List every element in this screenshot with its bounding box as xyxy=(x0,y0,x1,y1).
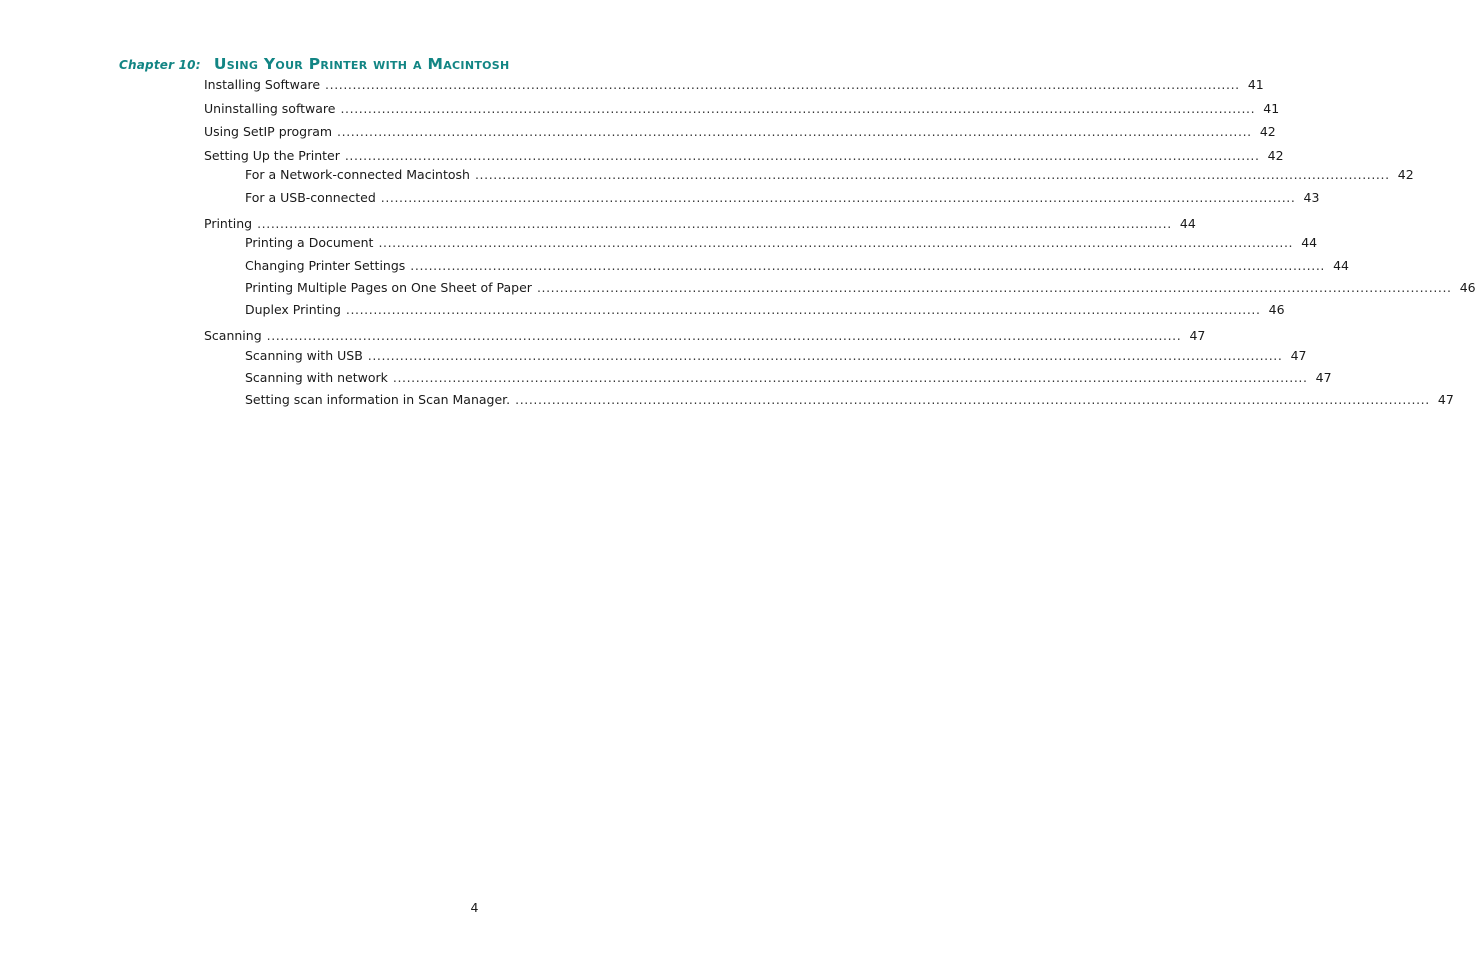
toc-entry[interactable] xyxy=(204,77,1264,93)
toc-entry-page: 44 xyxy=(1301,235,1318,250)
toc-entry[interactable] xyxy=(204,148,1284,164)
toc-entry-page: 47 xyxy=(1437,392,1454,407)
toc-dot-leader: ........................................................................................................................................................................................................ xyxy=(345,302,1261,317)
toc-entry-text: Setting scan information in Scan Manager. xyxy=(245,392,511,407)
toc-entry-page: 46 xyxy=(1268,302,1285,317)
toc-entry-text: Printing a Document xyxy=(245,235,374,250)
toc-entry-text: For a Network-connected Macintosh xyxy=(245,167,470,182)
toc-entry[interactable] xyxy=(204,216,1196,232)
toc-entry-text: Changing Printer Settings xyxy=(245,258,406,273)
toc-entry-text: Using SetIP program xyxy=(204,124,333,139)
toc-entry-page: 47 xyxy=(1189,328,1206,343)
toc-dot-leader: ........................................................................................................................................................................................................ xyxy=(340,101,1256,116)
toc-entry-text: Printing Multiple Pages on One Sheet of Paper xyxy=(245,280,532,295)
toc-subentry[interactable] xyxy=(245,190,1320,206)
toc-dot-leader: ........................................................................................................................................................................................................ xyxy=(325,77,1240,92)
toc-entry-page: 43 xyxy=(1303,190,1320,205)
chapter-label: Chapter 10: xyxy=(119,58,201,72)
toc-entry-page: 41 xyxy=(1247,77,1264,92)
toc-subentry[interactable] xyxy=(245,302,1285,318)
toc-dot-leader: ........................................................................................................................................................................................................ xyxy=(266,328,1182,343)
toc-dot-leader: ........................................................................................................................................................................................................ xyxy=(380,190,1296,205)
toc-subentry[interactable] xyxy=(245,370,1332,386)
toc-entry-text: Printing xyxy=(204,216,253,231)
toc-dot-leader: ........................................................................................................................................................................................................ xyxy=(410,258,1325,273)
page-number: 4 xyxy=(470,900,479,915)
toc-dot-leader: ........................................................................................................................................................................................................ xyxy=(257,216,1172,231)
chapter-heading xyxy=(119,39,510,77)
toc-entry-text: Setting Up the Printer xyxy=(204,148,340,163)
toc-dot-leader: ........................................................................................................................................................................................................ xyxy=(515,392,1430,407)
toc-entry-page: 44 xyxy=(1179,216,1196,231)
toc-subentry[interactable] xyxy=(245,348,1307,364)
toc-subentry[interactable] xyxy=(245,392,1454,408)
toc-subentry[interactable] xyxy=(245,235,1318,251)
toc-entry-text: Duplex Printing xyxy=(245,302,341,317)
toc-entry-page: 41 xyxy=(1263,101,1280,116)
toc-dot-leader: ........................................................................................................................................................................................................ xyxy=(344,148,1260,163)
toc-entry-text: Scanning with network xyxy=(245,370,388,385)
toc-entry-page: 42 xyxy=(1267,148,1284,163)
toc-entry-text: Scanning with USB xyxy=(245,348,363,363)
toc-dot-leader: ........................................................................................................................................................................................................ xyxy=(337,124,1252,139)
toc-dot-leader: ........................................................................................................................................................................................................ xyxy=(378,235,1294,250)
toc-entry-page: 47 xyxy=(1290,348,1307,363)
toc-entry-page: 42 xyxy=(1397,167,1414,182)
toc-subentry[interactable] xyxy=(245,167,1414,183)
toc-entry-text: Uninstalling software xyxy=(204,101,336,116)
toc-subentry[interactable] xyxy=(245,258,1349,274)
toc-entry[interactable] xyxy=(204,124,1276,140)
toc-dot-leader: ........................................................................................................................................................................................................ xyxy=(367,348,1283,363)
toc-entry-page: 46 xyxy=(1459,280,1476,295)
toc-dot-leader: ........................................................................................................................................................................................................ xyxy=(536,280,1452,295)
toc-entry[interactable] xyxy=(204,328,1206,344)
chapter-title: Using Your Printer with a Macintosh xyxy=(213,55,510,73)
toc-entry-page: 44 xyxy=(1333,258,1349,273)
toc-dot-leader: ........................................................................................................................................................................................................ xyxy=(392,370,1308,385)
toc-entry-text: For a USB-connected xyxy=(245,190,376,205)
toc-entry-page: 42 xyxy=(1259,124,1276,139)
toc-dot-leader: ........................................................................................................................................................................................................ xyxy=(474,167,1390,182)
toc-entry[interactable] xyxy=(204,101,1280,117)
toc-subentry[interactable] xyxy=(245,280,1476,296)
toc-entry-page: 47 xyxy=(1315,370,1332,385)
toc-entry-text: Scanning xyxy=(204,328,262,343)
toc-entry-text: Installing Software xyxy=(204,77,321,92)
